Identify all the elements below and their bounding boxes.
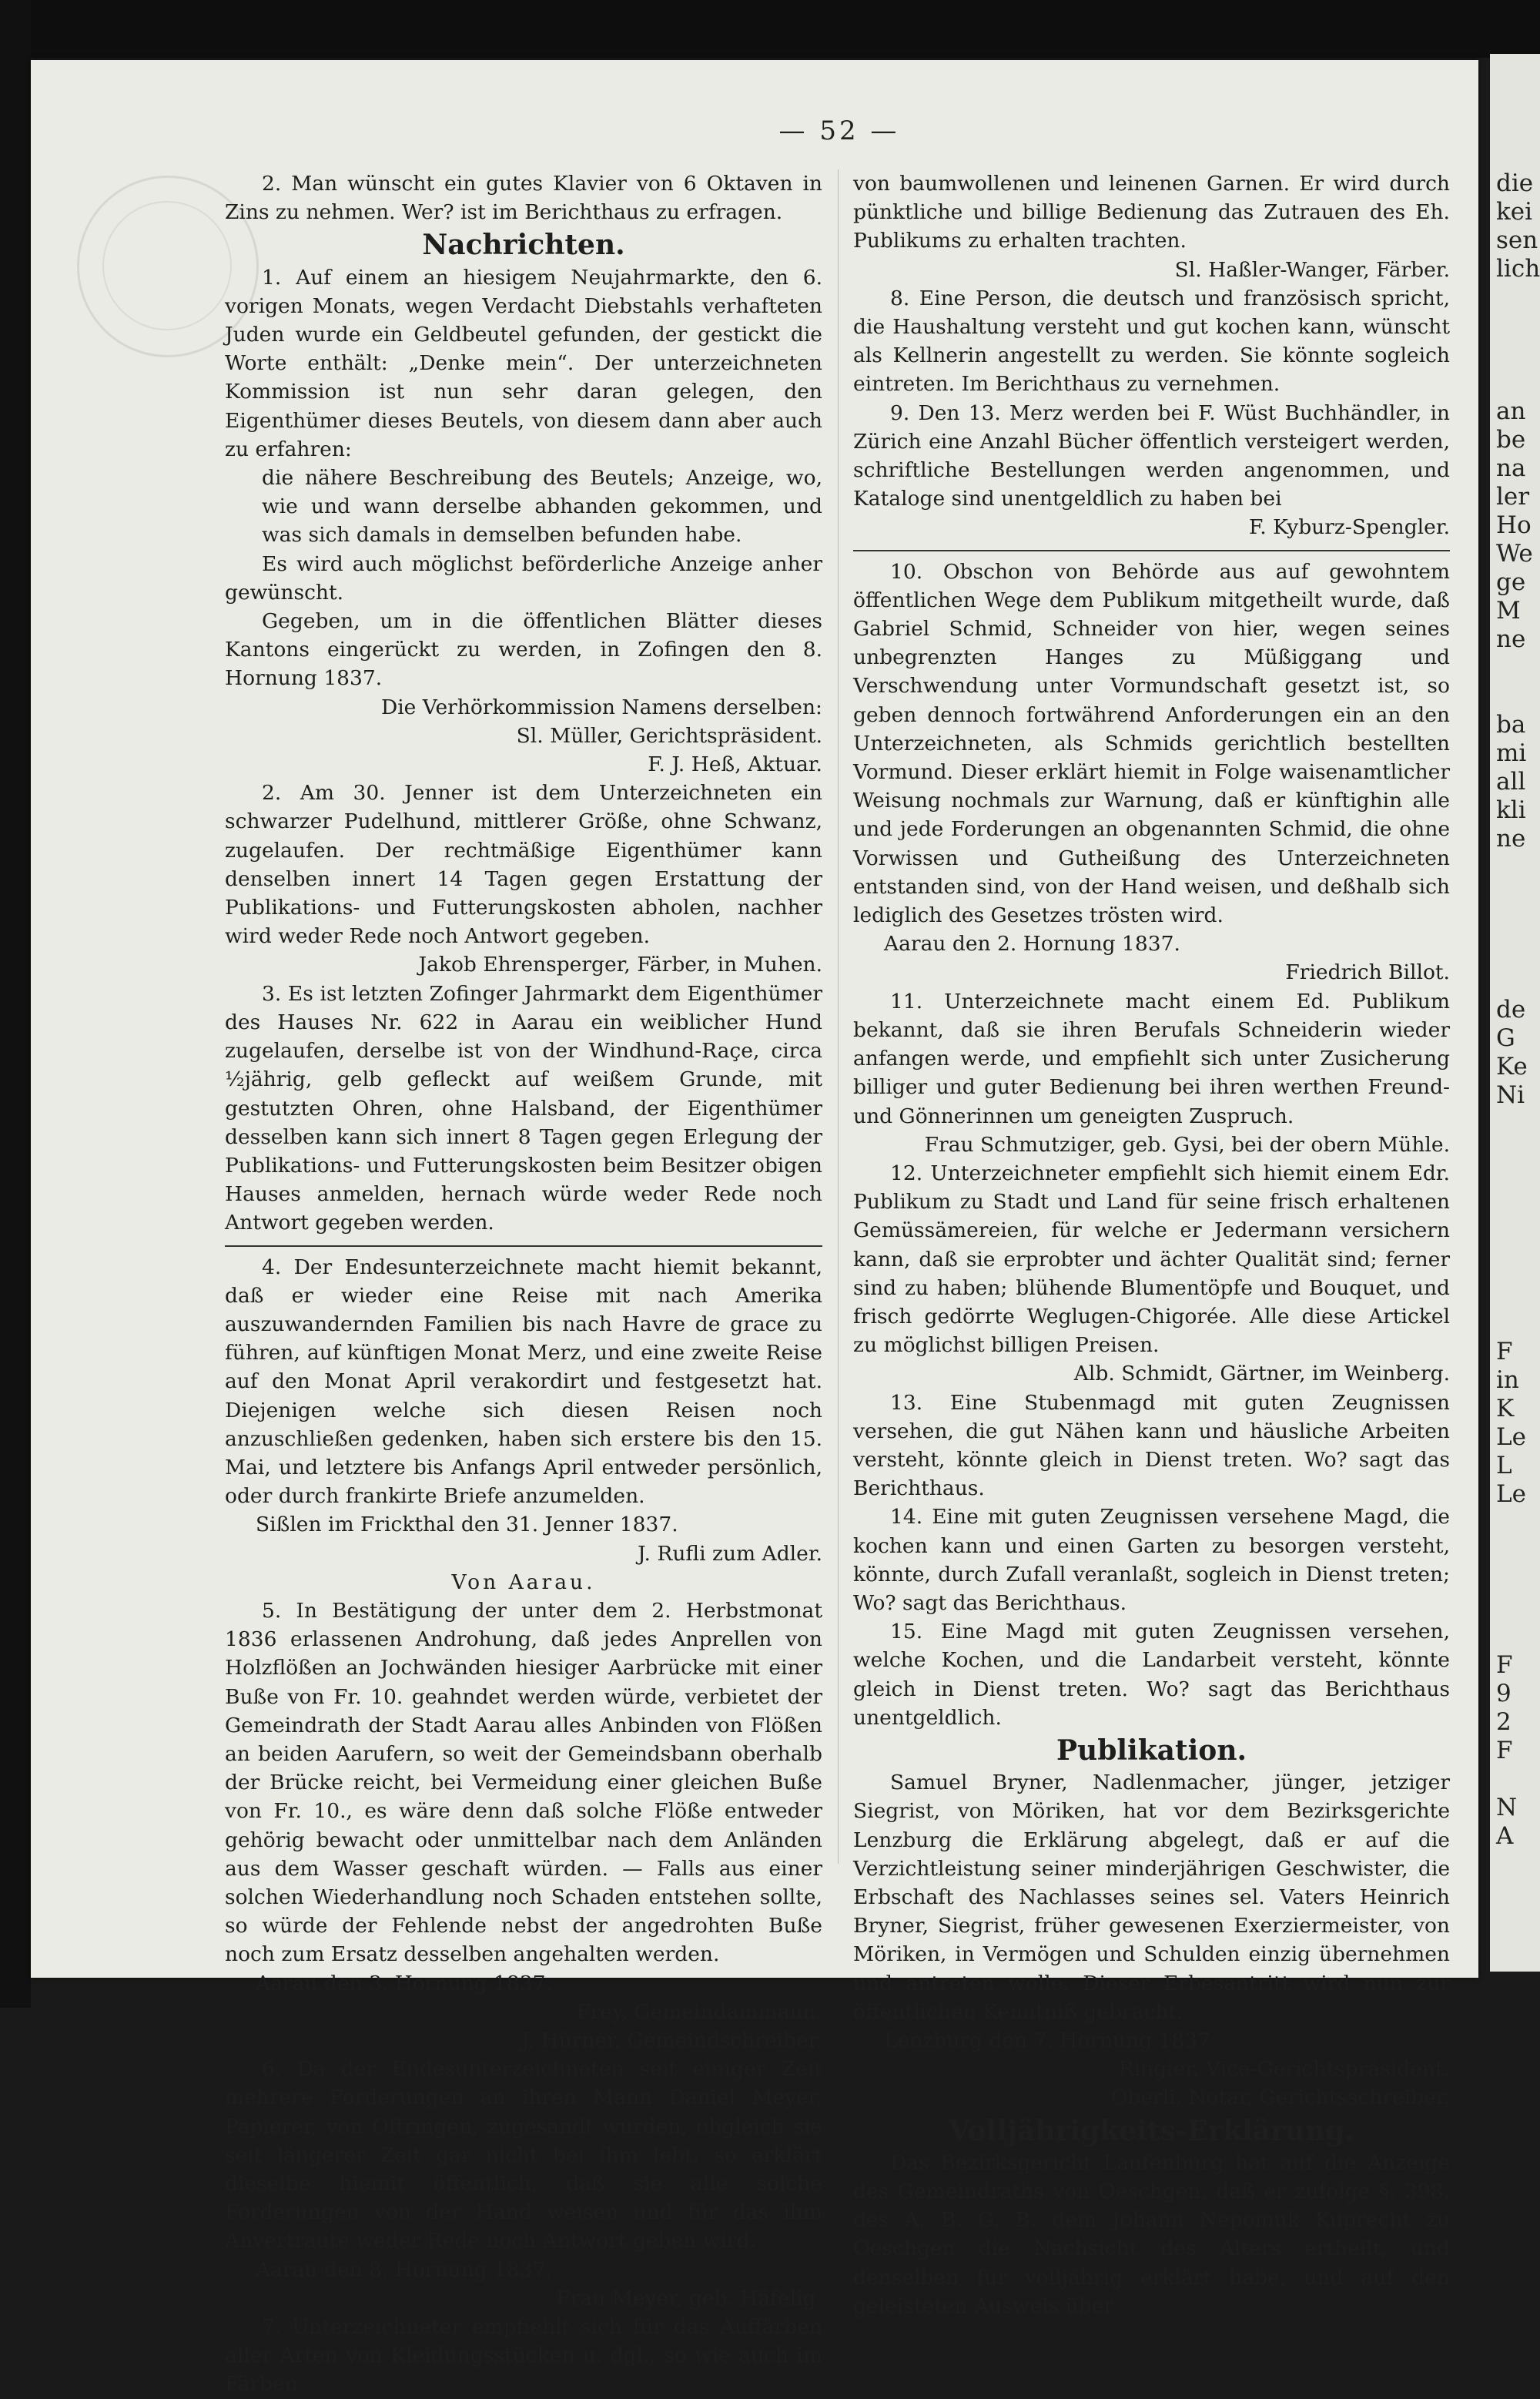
section-heading: Volljährigkeits-Erklärung. — [948, 2114, 1355, 2147]
signature-line: Die Verhörkommission Namens derselben: — [380, 695, 822, 719]
signature-line: F. J. Heß, Aktuar. — [648, 752, 822, 777]
signature-line: Sl. Müller, Gerichtspräsident. — [516, 723, 822, 748]
adjacent-page-line: de — [1496, 996, 1526, 1024]
adjacent-page-line — [1490, 1594, 1540, 1623]
adjacent-page-line — [1490, 1167, 1540, 1195]
adjacent-page-line: ge — [1496, 568, 1526, 596]
adjacent-page-line: F — [1496, 1338, 1513, 1365]
adjacent-page-line — [1490, 853, 1540, 882]
adjacent-page-text — [1490, 54, 1540, 1851]
adjacent-page-line: F — [1496, 1737, 1513, 1764]
adjacent-page-line — [1490, 1281, 1540, 1309]
notice-paragraph-indented: die nähere Beschreibung des Beutels; Anzeige, wo, wie und wann derselbe abhanden gekommen, und was sich damals in demselben befunden habe. — [262, 466, 822, 548]
dateline: Aarau den 3. Hornung 1837. — [256, 1971, 552, 1995]
notice-paragraph: 3. Es ist letzten Zofinger Jahrmarkt dem Eigenthümer des Hauses Nr. 622 in Aarau ein weiblicher Hund zugelaufen, derselbe ist von der Windhund-Raçe, circa ½jährig, gelb gefleckt auf weißem Grunde, mit gestutzten Ohren, ohne Halsband, der Eigenthümer desselben kann sich innert 8 Tagen gegen Erlegung der Publikations- und Futterungskosten beim Besitzer obigen Hauses anmelden, hernach würde weder Rede noch Antwort gegeben werden. — [225, 981, 822, 1235]
signature-line: Ringier, Vice-Gerichtspräsident. — [1118, 2057, 1450, 2082]
scan-border-top — [0, 0, 1540, 58]
notice-paragraph: Das Bezirksgericht Laufenburg hat auf die Anzeige des Gemeindraths von Oeschgen, daß er zufolge §. 398. des A. B. G. B. dem Johann Nepomuk Kuprecht zu Oeschgen die Nachsicht des Alters ertheilt, und denselben für volljährig erklärt habe, und auf den geleisteten Ausweis über — [853, 2150, 1450, 2318]
notice-paragraph: 7. Unterzeichneter empfiehlt sich für das Auffärben aller Arten von Kleidungsstücken u. dgl., so wie auch im Färben — [225, 2315, 822, 2397]
notice-paragraph: 10. Obschon von Behörde aus auf gewohntem öffentlichen Wege dem Publikum mitgetheilt wurde, daß Gabriel Schmid, Schneider von hier, wegen seines unbegrenzten Hanges zu Müßiggang und Verschwendung unter Vormundschaft gesetzt ist, so geben dennoch fortwährend Anforderungen ein an den Unterzeichneten, als Schmids gerichtlich bestellten Vormund. Dieser erklärt hiemit in Folge waisenamtlicher Weisung nochmals zur Warnung, daß er künftighin alle und jede Forderungen an obgenannten Schmid, die ohne Vorwissen und Gutheißung des Unterzeichneten entstanden sind, von der Hand weisen, und deßhalb sich lediglich des Gesetzes trösten wird. — [853, 559, 1450, 928]
adjacent-page-line: all — [1496, 768, 1526, 796]
notice-paragraph: 13. Eine Stubenmagd mit guten Zeugnissen versehen, die gut Nähen kann und häusliche Arbeiten versteht, könnte gleich in Dienst treten. Wo? sagt das Berichthaus. — [853, 1390, 1450, 1501]
notice-paragraph: 2. Am 30. Jenner ist dem Unterzeichneten ein schwarzer Pudelhund, mittlerer Größe, ohne Schwanz, zugelaufen. Der rechtmäßige Eigenthümer kann denselben innert 14 Tagen gegen Erstattung der Publikations- und Futterungskosten abholen, nachher wird weder Rede noch Antwort gegeben. — [225, 781, 822, 949]
notice-paragraph: Gegeben, um in die öffentlichen Blätter dieses Kantons eingerückt zu werden, in Zofingen den 8. Hornung 1837. — [225, 609, 822, 691]
adjacent-page-line: M — [1496, 597, 1521, 625]
section-rule — [853, 550, 1450, 551]
adjacent-page-line: ler — [1496, 483, 1530, 511]
adjacent-page-line: in — [1496, 1366, 1519, 1394]
adjacent-page-line: Ni — [1496, 1081, 1525, 1109]
signature-line: Oberli, Notar, Gerichtsschreiber. — [1110, 2086, 1450, 2110]
notice-paragraph: 14. Eine mit guten Zeugnissen versehene Magd, die kochen kann und einen Garten zu besorgen versteht, könnte, durch Zufall veranlaßt, sogleich in Dienst treten; Wo? sagt das Berichthaus. — [853, 1505, 1450, 1615]
adjacent-page-line — [1490, 283, 1540, 312]
notice-paragraph: Es wird auch möglichst beförderliche Anzeige anher gewünscht. — [225, 551, 822, 605]
adjacent-page-line — [1490, 340, 1540, 369]
signature-line: Alb. Schmidt, Gärtner, im Weinberg. — [1073, 1362, 1450, 1386]
adjacent-page-line: Ke — [1496, 1053, 1528, 1081]
adjacent-page-line: L — [1496, 1452, 1512, 1479]
adjacent-page-line: kei — [1496, 198, 1533, 226]
adjacent-page-line: sen — [1496, 226, 1538, 254]
dateline: Aarau den 2. Hornung 1837. — [884, 932, 1180, 957]
notice-paragraph: 6. Da der Endesunterzeichneten seit einiger Zeit mehrere Forderungen an ihren Mann Daniel Meyer, Papierer, von Oftringen, zugesandt wurden, obgleich sie seit längerer Zeit gar nicht bei ihm lebt, so erklärt dieselbe hiemit öffentlich, daß sie alle solche Forderungen von der Hand weisen und für das ihm Anvertraute weder Rede noch Antwort geben wird. — [225, 2057, 822, 2253]
section-rule — [225, 1245, 822, 1247]
notice-paragraph: Samuel Bryner, Nadlenmacher, jünger, jetziger Siegrist, von Möriken, hat vor dem Bezirksgerichte Lenzburg die Erklärung abgelegt, daß er auf die Verzichtleistung seiner minderjährigen Geschwister, die Erbschaft des Nachlasses seines sel. Vaters Heinrich Bryner, Siegrist, früher gewesenen Exerziermeister, von Möriken, in Vermögen und Schulden einzig übernehmen und antreten wolle. Dieser Erbesantritt wird nun zur öffentlichen Kenntniß gebracht. — [853, 1771, 1450, 2024]
adjacent-page-line: na — [1496, 454, 1526, 482]
adjacent-page-line: Le — [1496, 1480, 1526, 1508]
adjacent-page-line — [1490, 910, 1540, 939]
adjacent-page-fragment — [1490, 54, 1540, 1972]
signature-line: Frey, Gemeindammann. — [576, 1999, 822, 2024]
right-text-column — [853, 169, 1450, 2320]
adjacent-page-line — [1490, 312, 1540, 340]
signature-line: Frau Meyer, geb. Häfelig. — [556, 2286, 822, 2310]
adjacent-page-line — [1490, 1309, 1540, 1338]
signature-line: Jakob Ehrensperger, Färber, in Muhen. — [418, 953, 822, 977]
notice-continuation: von baumwollenen und leinenen Garnen. Er wird durch pünktliche und billige Bedienung das Zutrauen des Eh. Publikums zu erhalten trachten. — [853, 172, 1450, 253]
adjacent-page-line — [1490, 1623, 1540, 1651]
adjacent-page-line: Le — [1496, 1423, 1526, 1451]
adjacent-page-line — [1490, 1765, 1540, 1794]
adjacent-page-line: K — [1496, 1395, 1515, 1422]
adjacent-page-line: mi — [1496, 739, 1527, 767]
adjacent-page-line: 2 — [1496, 1708, 1512, 1736]
adjacent-page-line: N — [1496, 1794, 1518, 1821]
adjacent-page-line: be — [1496, 426, 1526, 454]
adjacent-page-line: lich — [1496, 255, 1540, 283]
adjacent-page-line — [1490, 882, 1540, 910]
dateline: Aarau den 8. Hornung 1837. — [256, 2257, 552, 2282]
adjacent-page-line — [1490, 682, 1540, 711]
page-number: — 52 — — [778, 116, 900, 146]
adjacent-page-line — [1490, 1138, 1540, 1167]
adjacent-page-line: kli — [1496, 796, 1526, 824]
adjacent-page-line: an — [1496, 397, 1526, 425]
adjacent-page-line: 9 — [1496, 1680, 1512, 1707]
adjacent-page-line — [1490, 939, 1540, 967]
signature-line: Friedrich Billot. — [1285, 960, 1450, 985]
section-heading: Publikation. — [1056, 1734, 1247, 1767]
adjacent-page-line — [1490, 1509, 1540, 1537]
signature-line: J. Rufli zum Adler. — [637, 1541, 822, 1566]
adjacent-page-line — [1490, 1252, 1540, 1281]
dateline: Lenzburg den 7. Hornung 1837. — [884, 2029, 1217, 2052]
adjacent-page-line: F — [1496, 1651, 1513, 1679]
notice-paragraph: 2. Man wünscht ein gutes Klavier von 6 Oktaven in Zins zu nehmen. Wer? ist im Berichthaus zu erfragen. — [225, 172, 822, 225]
adjacent-page-line: ba — [1496, 711, 1526, 739]
column-divider — [838, 169, 839, 1864]
adjacent-page-line: ne — [1496, 625, 1526, 653]
dateline: Sißlen im Frickthal den 31. Jenner 1837. — [256, 1513, 678, 1537]
adjacent-page-line — [1490, 1110, 1540, 1138]
adjacent-page-line: We — [1496, 540, 1533, 568]
signature-line: J. Hürner, Gemeindschreiber. — [521, 2029, 822, 2052]
notice-paragraph: 4. Der Endesunterzeichnete macht hiemit bekannt, daß er wieder eine Reise mit nach Amerika auszuwandernden Familien bis nach Havre de grace zu führen, auf künftigen Monat Merz, und eine zweite Reise auf den Monat April verakordirt und festgesetzt hat. Diejenigen welche sich diesen Reisen noch anzuschließen gedenken, haben sich erstere bis den 15. Mai, und letztere bis Anfangs April entweder persönlich, oder durch frankirte Briefe anzumelden. — [225, 1255, 822, 1509]
signature-line: Sl. Haßler-Wanger, Färber. — [1174, 257, 1450, 282]
adjacent-page-line — [1490, 967, 1540, 996]
adjacent-page-line — [1490, 1566, 1540, 1594]
signature-line: Frau Schmutziger, geb. Gysi, bei der obern Mühle. — [924, 1132, 1450, 1157]
adjacent-page-line — [1490, 654, 1540, 682]
section-heading: Nachrichten. — [422, 229, 625, 262]
notice-paragraph: 9. Den 13. Merz werden bei F. Wüst Buchhändler, in Zürich eine Anzahl Bücher öffentlich versteigert werden, schriftliche Bestellungen werden angenommen, und Kataloge sind unentgeldlich zu haben bei — [853, 400, 1450, 511]
scan-border-left — [0, 0, 31, 2008]
notice-paragraph: 8. Eine Person, die deutsch und französisch spricht, die Haushaltung versteht und gut kochen kann, wünscht als Kellnerin angestellt zu werden. Sie könnte sogleich eintreten. Im Berichthaus zu vernehmen. — [853, 286, 1450, 397]
notice-paragraph: 5. In Bestätigung der unter dem 2. Herbstmonat 1836 erlassenen Androhung, daß jedes Anprellen von Holzflößen an Jochwänden hiesiger Aarbrücke mit einer Buße von Fr. 10. geahndet werden würde, verbietet der Gemeindrath der Stadt Aarau alles Anbinden von Flößen an beiden Aarufern, so weit der Gemeindsbann oberhalb der Brücke reicht, bei Vermeidung einer gleichen Buße von Fr. 10., es wäre denn daß solche Flöße entweder gehörig bewacht oder unmittelbar nach dem Anländen aus dem Wasser geschaft würden. — Falls aus einer solchen Wiederhandlung noch Schaden entstehen sollte, so würde der Fehlende nebst der angedrohten Buße noch zum Ersatz desselben angehalten werden. — [225, 1598, 822, 1967]
adjacent-page-line: A — [1496, 1822, 1514, 1850]
adjacent-page-line: G — [1496, 1024, 1515, 1052]
notice-paragraph: 15. Eine Magd mit guten Zeugnissen versehen, welche Kochen, und die Landarbeit versteht, könnte gleich in Dienst treten. Wo? sagt das Berichthaus unentgeldlich. — [853, 1620, 1450, 1730]
adjacent-page-line: die — [1496, 169, 1534, 197]
adjacent-page-line: ne — [1496, 825, 1526, 853]
signature-line: F. Kyburz-Spengler. — [1249, 515, 1450, 540]
notice-paragraph: 11. Unterzeichnete macht einem Ed. Publikum bekannt, daß sie ihren Berufals Schneiderin wieder anfangen werde, und empfiehlt sich unter Zusicherung billiger und guter Bedienung bei ihren werthen Freund- und Gönnerinnen um geneigten Zuspruch. — [853, 989, 1450, 1128]
notice-paragraph: 1. Auf einem an hiesigem Neujahrmarkte, den 6. vorigen Monats, wegen Verdacht Diebstahls verhafteten Juden wurde ein Geldbeutel gefunden, der gestickt die Worte enthält: „Denke mein“. Der unterzeichneten Kommission ist nun sehr daran gelegen, den Eigenthümer dieses Beutels, von diesem dann aber auch zu erfahren: — [225, 265, 822, 461]
adjacent-page-line — [1490, 1195, 1540, 1224]
notice-paragraph: 12. Unterzeichneter empfiehlt sich hiemit einem Edr. Publikum zu Stadt und Land für seine frisch erhaltenen Gemüssämereien, für welche er Jedermann versichern kann, daß sie erprobter und ächter Qualität sind; ferner sind zu haben; blühende Blumentöpfe und Bouquet, und frisch gedörrte Weglugen-Chigorée. Alle diese Artickel zu möglichst billigen Preisen. — [853, 1161, 1450, 1358]
section-subheading: Von Aarau. — [451, 1570, 596, 1594]
adjacent-page-line — [1490, 1224, 1540, 1252]
adjacent-page-line: Ho — [1496, 511, 1532, 539]
left-text-column — [225, 169, 822, 2399]
adjacent-page-line — [1490, 1537, 1540, 1566]
adjacent-page-line — [1490, 369, 1540, 397]
